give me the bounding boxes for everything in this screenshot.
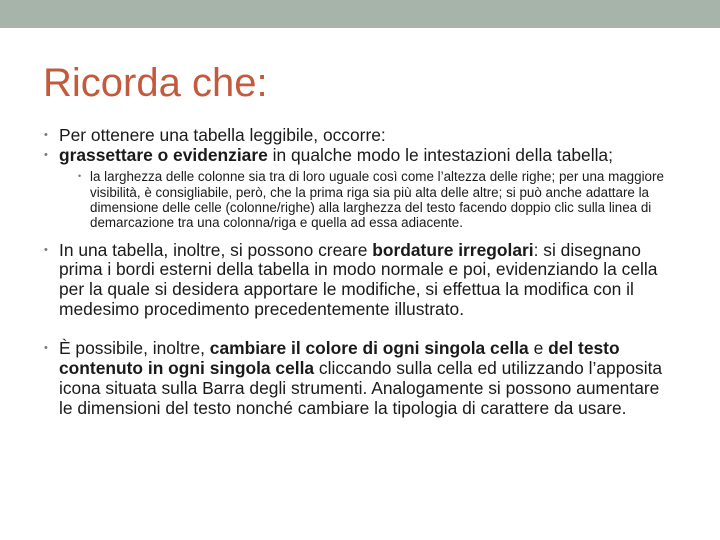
top-band	[0, 0, 720, 28]
bullet-text: in qualche modo le intestazioni della tabella;	[267, 144, 613, 165]
bullet-dot-icon: •	[44, 129, 48, 141]
bullet-item-4	[44, 339, 674, 418]
slide-title: Ricorda che:	[43, 61, 268, 105]
bold-text: grassettare o evidenziare	[59, 144, 268, 165]
bullet-dot-icon: •	[78, 171, 82, 182]
bold-text: bordature irregolari	[372, 239, 534, 260]
bold-text: del testo contenuto in ogni singola cella	[59, 338, 620, 379]
bullet-dot-icon: •	[44, 148, 48, 161]
sub-bullet-text: la larghezza delle colonne sia tra di loro uguale così come l’altezza delle righe; per una maggiore visibilità, è consigliabile, però, che la prima riga sia più alta delle altre; si può anche adattare la dimensione delle celle (colonne/righe) alla larghezza del testo facendo doppio clic sulla linea di demarcazione tra una colonna/riga e quella ad essa adiacente.	[90, 169, 664, 231]
bold-text: cambiare il colore di ogni singola cella	[209, 338, 529, 359]
bullet-item-2	[44, 146, 674, 166]
bullet-text: È possibile, inoltre,	[59, 338, 210, 359]
bullet-dot-icon: •	[44, 243, 48, 256]
bullet-text: e	[528, 338, 549, 359]
slide-content	[44, 126, 674, 418]
bullet-text: Per ottenere una tabella leggibile, occorre:	[59, 125, 386, 145]
sub-bullet-item	[78, 169, 674, 230]
bullet-item-3	[44, 241, 674, 320]
bullet-text: : si disegnano prima i bordi esterni della tabella in modo normale e poi, evidenziando la cella per la quale si desidera apportare le modifiche, si effettua la modifica con il medesimo procedimento precedentemente illustrato.	[59, 239, 658, 319]
bullet-dot-icon: •	[44, 342, 48, 355]
bullet-text: cliccando sulla cella ed utilizzando l’apposita icona situata sulla Barra degli strumenti. Analogamente si possono aumentare le dimensioni del testo nonché cambiare la tipologia di carattere da usare.	[59, 358, 663, 418]
bullet-item-1	[44, 126, 674, 146]
bullet-text: In una tabella, inoltre, si possono creare	[59, 239, 373, 260]
spacer	[44, 319, 674, 339]
